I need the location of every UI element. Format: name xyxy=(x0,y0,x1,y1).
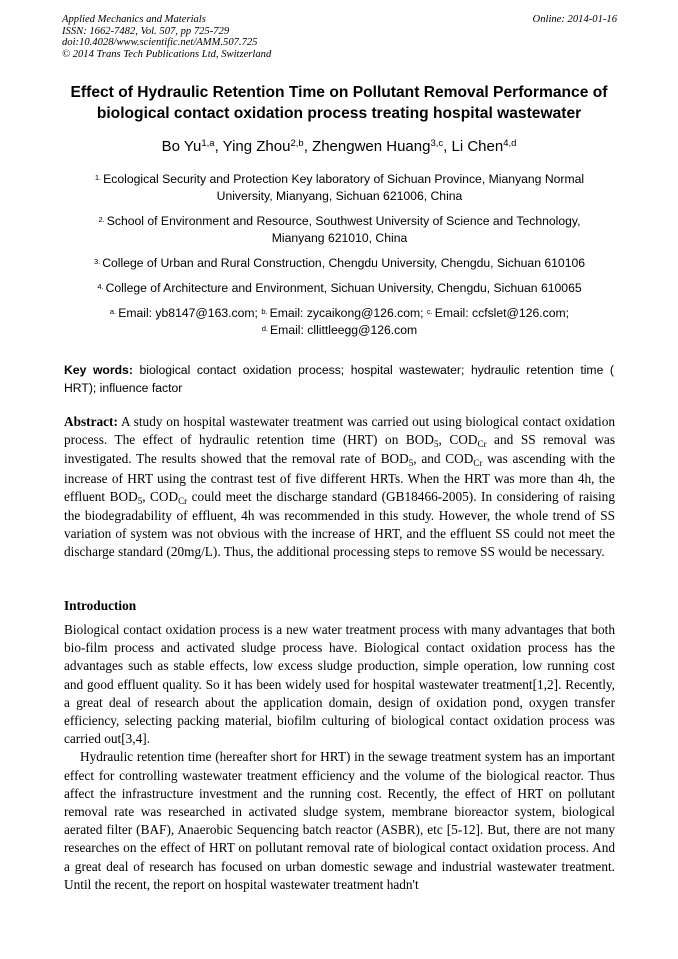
abstract-text: could meet the discharge standard (GB18466-2005). In considering of raising the biodegradability of effluent, 4h was recommended in this study. However, the whole trend of SS variation of system was not obvious with the increase of HRT, and the effluent SS could not meet the discharge standard (20mg/L). Thus, the additional processing steps to remove SS would be necessary. xyxy=(64,488,615,560)
affiliation-mark: 3. xyxy=(93,257,101,266)
affiliation-text: University, Mianyang, Sichuan 621006, China xyxy=(216,189,463,203)
affiliation-mark: 4. xyxy=(97,282,104,291)
author xyxy=(162,138,223,155)
author-name: Li Chen xyxy=(451,138,504,155)
affiliation-text: Ecological Security and Protection Key laboratory of Sichuan Province, Mianyang Normal xyxy=(103,172,585,186)
affiliation-mark: 2. xyxy=(98,215,105,224)
journal-name: Applied Mechanics and Materials xyxy=(62,14,206,25)
affiliation-text: Mianyang 621010, China xyxy=(271,231,408,245)
section-heading-introduction: Introduction xyxy=(64,598,137,613)
email-list xyxy=(62,305,617,339)
author-affil-mark: 1,a xyxy=(201,138,215,149)
doi-link[interactable]: doi:10.4028/www.scientific.net/AMM.507.725 xyxy=(62,37,258,49)
keywords-text: biological contact oxidation process; hospital wastewater; hydraulic retention time ( HRT); influence factor xyxy=(64,363,614,395)
abstract-text: , COD xyxy=(142,488,179,504)
email-link[interactable]: Email: ccfslet@126.com; xyxy=(434,306,570,320)
email-mark: d. xyxy=(261,324,269,333)
keywords xyxy=(64,361,614,397)
author-separator: , xyxy=(303,138,313,155)
author-name: Zhengwen Huang xyxy=(312,138,431,155)
keywords-label: Key words: xyxy=(64,363,133,377)
abstract-text: was ascending with the increase of HRT using the contrast test of five different HRTs. When the HRT was more than 4h, the effluent BOD xyxy=(64,451,616,504)
paper-title xyxy=(48,82,630,124)
author xyxy=(312,138,451,155)
introduction-body xyxy=(64,621,615,894)
author xyxy=(223,138,312,155)
abstract xyxy=(64,413,615,562)
title-line-2: biological contact oxidation process treating hospital wastewater xyxy=(96,105,582,122)
abstract-text: , and COD xyxy=(413,451,474,467)
affiliation-mark: 1. xyxy=(94,173,102,182)
abstract-label: Abstract: xyxy=(64,414,118,429)
email-link[interactable]: Email: yb8147@163.com; xyxy=(118,306,262,320)
abstract-text: , COD xyxy=(438,432,478,448)
subscript: 5 xyxy=(408,458,414,469)
email-mark: a. xyxy=(109,307,117,316)
author-name: Bo Yu xyxy=(161,138,202,155)
subscript: Cr xyxy=(477,439,487,450)
journal-header xyxy=(62,14,617,60)
author xyxy=(451,138,516,155)
copyright-line: © 2014 Trans Tech Publications Ltd, Switzerland xyxy=(62,48,272,60)
author-affil-mark: 4,d xyxy=(503,138,517,149)
email-mark: c. xyxy=(426,307,433,316)
email-link[interactable]: Email: zycaikong@126.com; xyxy=(269,306,427,320)
affiliation-text: College of Urban and Rural Construction, Chengdu University, Chengdu, Sichuan 610106 xyxy=(102,256,586,270)
affiliations xyxy=(62,171,617,339)
author-separator: , xyxy=(214,138,223,155)
abstract-text: and SS removal was investigated. The results showed that the removal rate of BOD xyxy=(64,432,616,467)
affiliation-3 xyxy=(62,255,617,272)
affiliation-2 xyxy=(62,213,617,247)
affiliation-text: School of Environment and Resource, Southwest University of Science and Technology, xyxy=(106,214,581,228)
author-name: Ying Zhou xyxy=(222,138,291,155)
affiliation-text: College of Architecture and Environment, Sichuan University, Chengdu, Sichuan 610065 xyxy=(105,281,582,295)
author-list xyxy=(48,137,630,157)
online-date: Online: 2014-01-16 xyxy=(532,14,617,25)
subscript: Cr xyxy=(178,495,188,506)
paragraph: Biological contact oxidation process is a new water treatment process with many advantages that both bio-film process and activated sludge process have. Biological contact oxidation process has the advantages such as stable effects, low excess sludge production, simple operation, low running cost and good effluent quality. So it has been widely used for hospital wastewater treatment[1,2]. Recently, a great deal of research about the application domain, design of oxidation pond, oxygen transfer efficiency, selecting packing material, biofilm culturing of biological contact oxidation process was carried out[3,4]. xyxy=(64,622,615,747)
subscript: Cr xyxy=(473,458,483,469)
subscript: 5 xyxy=(434,439,439,450)
email-link[interactable]: Email: cllittleegg@126.com xyxy=(270,323,418,337)
issn-line: ISSN: 1662-7482, Vol. 507, pp 725-729 xyxy=(62,25,230,37)
author-affil-mark: 3,c xyxy=(430,138,444,149)
paragraph: Hydraulic retention time (hereafter short for HRT) in the sewage treatment system has an important effect for controlling wastewater treatment efficiency and the volume of the biological reactor. Thus affect the infrastructure investment and the running cost. Recently, the effect of HRT on pollutant removal rate was researched in activated sludge system, membrane bioreactor system, biological aerated filter (BAF), Anaerobic Sequencing batch reactor (ASBR), etc [5-12]. But, there are not many researches on the effect of HRT on pollutant removal rate of biological contact oxidation process. And a great deal of research has focused on urban domestic sewage and industrial wastewater treatment. Until the recent, the report on hospital wastewater treatment hadn't xyxy=(64,749,615,892)
title-line-1: Effect of Hydraulic Retention Time on Pollutant Removal Performance of xyxy=(70,84,608,101)
email-mark: b. xyxy=(261,307,268,316)
subscript: 5 xyxy=(137,495,143,506)
author-affil-mark: 2,b xyxy=(290,138,304,149)
author-separator: , xyxy=(443,138,452,155)
affiliation-1 xyxy=(62,171,617,205)
abstract-text: A study on hospital wastewater treatment was carried out using biological contact oxidation process. The effect of hydraulic retention time (HRT) on BOD xyxy=(64,414,615,448)
affiliation-4 xyxy=(62,280,617,297)
